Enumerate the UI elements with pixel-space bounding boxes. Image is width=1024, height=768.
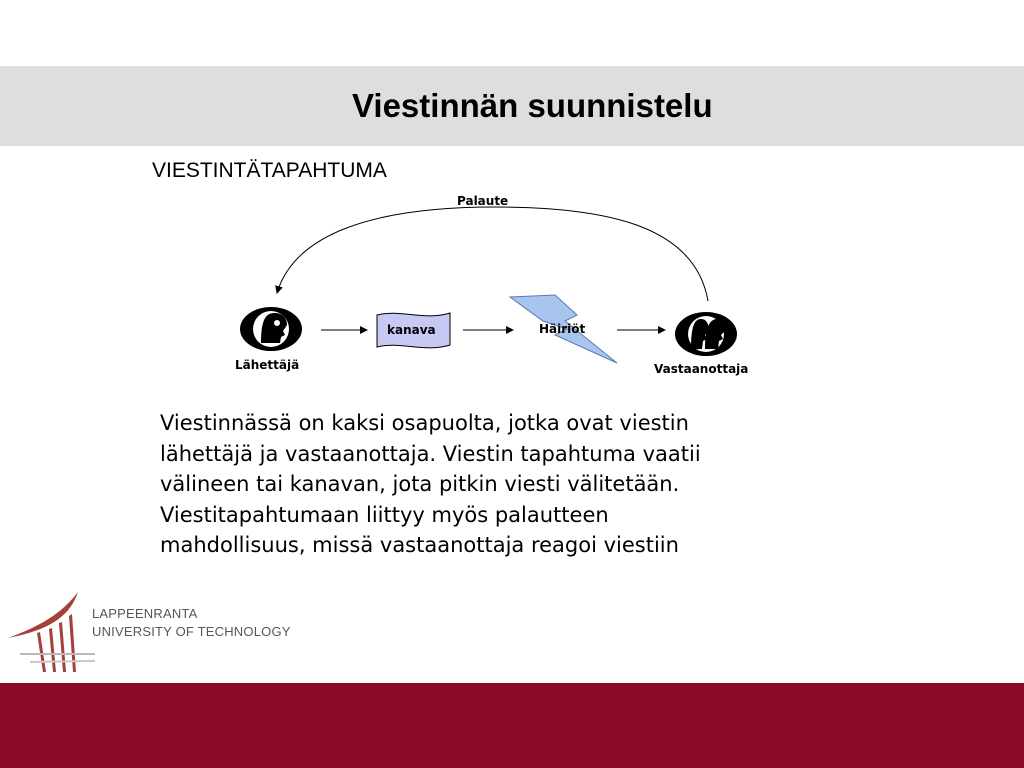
sender-label: Lähettäjä	[235, 358, 300, 372]
sender-icon	[240, 307, 302, 351]
receiver-icon	[675, 312, 737, 356]
university-logo-mark	[0, 588, 95, 680]
description-line: Viestitapahtumaan liittyy myös palautteen	[160, 502, 609, 527]
slide-subheading: VIESTINTÄTAPAHTUMA	[152, 159, 387, 182]
description-line: Viestinnässä on kaksi osapuolta, jotka ovat viestin	[160, 411, 689, 435]
logo-line-1: LAPPEENRANTA	[92, 606, 198, 621]
noise-label: Häiriöt	[539, 322, 586, 336]
slide-title: Viestinnän suunnistelu	[352, 87, 713, 124]
channel-label: kanava	[387, 323, 436, 337]
feedback-label: Palaute	[457, 194, 509, 208]
receiver-label: Vastaanottaja	[654, 362, 749, 376]
feedback-arc	[277, 207, 708, 301]
description-line: mahdollisuus, missä vastaanottaja reagoi viestiin	[160, 533, 679, 557]
description-line: välineen tai kanavan, jota pitkin viesti välitetään.	[160, 472, 680, 496]
logo-line-2: UNIVERSITY OF TECHNOLOGY	[92, 624, 291, 639]
description-paragraph	[160, 408, 860, 561]
communication-diagram	[225, 185, 785, 385]
university-logo	[0, 588, 300, 680]
description-line: lähettäjä ja vastaanottaja. Viestin tapahtuma vaatii	[160, 441, 701, 466]
footer-band	[0, 683, 1024, 768]
